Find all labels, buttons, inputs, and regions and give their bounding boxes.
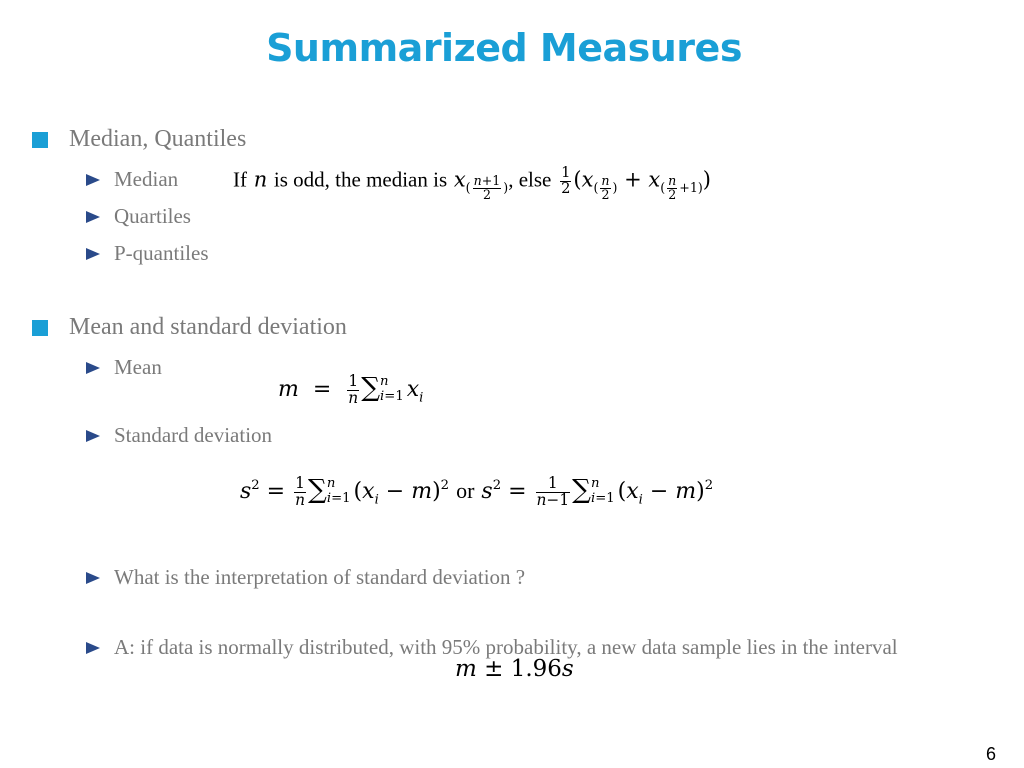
triangle-bullet-icon — [86, 211, 100, 223]
section-mean-std — [32, 314, 347, 341]
triangle-bullet-icon — [86, 430, 100, 442]
list-item-label: Median — [114, 167, 179, 191]
list-item-label: Quartiles — [114, 204, 191, 228]
mean-formula: m = $\frac{1}{n}$ ∑ n i=1 $x_i$ — [278, 372, 424, 407]
list-item-label: A: if data is normally distributed, with 95% probability, a new data sample lies in the interval — [114, 635, 898, 659]
list-item-p-quantiles — [86, 241, 209, 266]
triangle-bullet-icon — [86, 362, 100, 374]
page-title: Summarized Measures — [266, 26, 742, 70]
variance-formula: $s^2$ = $\frac{1}{n}$ ∑ n i=1 $(x_i - m)^2$ or $s^2$ = $\frac{1}{n-1}$ ∑ n i=1 $(x_i - m)^2$ — [240, 474, 714, 509]
list-item-label: What is the interpretation of standard deviation ? — [114, 565, 526, 589]
section-heading: Median, Quantiles — [69, 126, 247, 152]
list-item-mean — [86, 355, 162, 380]
list-item-label: Standard deviation — [114, 423, 273, 447]
interval-formula: m ± 1.96s — [455, 656, 574, 682]
section-median-quantiles — [32, 126, 246, 153]
section-heading: Mean and standard deviation — [69, 314, 347, 340]
square-bullet-icon — [32, 132, 48, 148]
list-item-quartiles — [86, 204, 191, 229]
list-item-interpretation — [86, 565, 525, 590]
triangle-bullet-icon — [86, 174, 100, 186]
list-item-label: Mean — [114, 355, 162, 379]
triangle-bullet-icon — [86, 248, 100, 260]
median-formula: If n is odd, the median is $x_{( \frac{n+1}{2} )}$, else $\frac{1}{2}$ $(x_{( \frac{n}{2} )} + x_{( \frac{n}{2} +1)})$ — [233, 164, 711, 202]
page-number: 6 — [985, 744, 996, 764]
list-item-standard-deviation — [86, 423, 272, 448]
list-item-median — [86, 167, 178, 192]
square-bullet-icon — [32, 320, 48, 336]
triangle-bullet-icon — [86, 572, 100, 584]
list-item-label: P-quantiles — [114, 241, 209, 265]
triangle-bullet-icon — [86, 642, 100, 654]
